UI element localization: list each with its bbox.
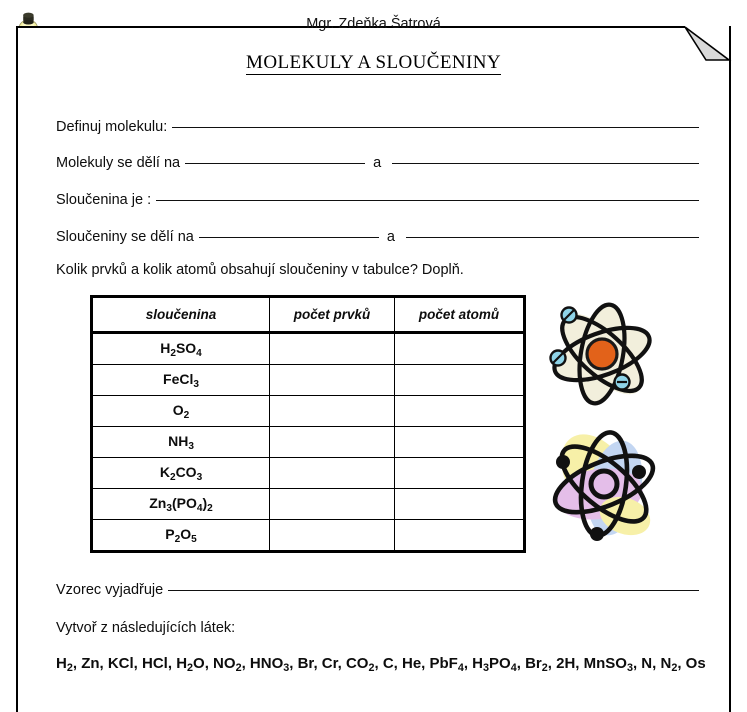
page-title-text: MOLEKULY A SLOUČENINY <box>246 52 501 73</box>
answer-line[interactable] <box>168 590 699 591</box>
compounds-table <box>90 295 526 553</box>
cell-pocet-prvku[interactable] <box>270 489 395 520</box>
nucleus <box>587 339 617 369</box>
page-title <box>0 52 747 74</box>
cell-formula: $K_2CO_3$ <box>92 458 270 489</box>
cell-formula: $Zn_3(PO_4)_2$ <box>92 489 270 520</box>
table-row <box>92 396 525 427</box>
table-row <box>92 365 525 396</box>
table-question: Kolik prvků a kolik atomů obsahují sloučeniny v tabulce? Doplň. <box>56 262 464 278</box>
table-row <box>92 458 525 489</box>
table-body <box>92 333 525 552</box>
cell-pocet-atomu[interactable] <box>395 396 525 427</box>
column-header-pocet-prvku: počet prvků <box>270 297 395 333</box>
substances-list: $H_2$, Zn, KCl, HCl, $H_2O$, $NO_2$, $HNO_3$, Br, Cr, $CO_2$, C, He, PbF$_4$, $H_3PO_4$, $Br_2$, 2H, MnSO$_3$, N, $N_2$, Os <box>56 655 706 675</box>
cell-pocet-atomu[interactable] <box>395 333 525 365</box>
prompt-label: Molekuly se dělí na <box>56 155 181 171</box>
answer-line-first[interactable] <box>199 237 379 238</box>
column-header-sloucenina: sloučenina <box>92 297 270 333</box>
answer-line-second[interactable] <box>406 237 699 238</box>
atom-diagram-orange-icon <box>540 296 665 414</box>
cell-formula: $O_2$ <box>92 396 270 427</box>
cell-formula: $NH_3$ <box>92 427 270 458</box>
answer-line-first[interactable] <box>185 163 365 164</box>
atom-diagram-pastel-icon <box>541 424 669 546</box>
prompt-sloucenina-je <box>56 192 699 208</box>
prompt-sloucenina-se-deli-na <box>56 229 699 245</box>
answer-line[interactable] <box>156 200 699 201</box>
cell-pocet-prvku[interactable] <box>270 520 395 552</box>
prompt-definuj-molekulu <box>56 119 699 135</box>
author-line: Mgr. Zdeňka Šatrová <box>306 16 441 32</box>
table-row <box>92 333 525 365</box>
answer-line-second[interactable] <box>392 163 699 164</box>
cell-pocet-atomu[interactable] <box>395 427 525 458</box>
cell-pocet-atomu[interactable] <box>395 520 525 552</box>
prompt-label: Vzorec vyjadřuje <box>56 582 164 598</box>
answer-line[interactable] <box>172 127 699 128</box>
cell-pocet-atomu[interactable] <box>395 365 525 396</box>
cell-pocet-atomu[interactable] <box>395 458 525 489</box>
table-row <box>92 520 525 552</box>
cell-pocet-prvku[interactable] <box>270 427 395 458</box>
prompt-vytvor-z-latek: Vytvoř z následujících látek: <box>56 620 236 636</box>
cell-pocet-prvku[interactable] <box>270 365 395 396</box>
cell-formula: $P_2O_5$ <box>92 520 270 552</box>
prompt-molekuly-se-deli-na <box>56 155 699 171</box>
prompt-separator: a <box>373 155 382 171</box>
prompt-label: Sloučeniny se dělí na <box>56 229 194 245</box>
column-header-pocet-atomu: počet atomů <box>395 297 525 333</box>
table-row <box>92 427 525 458</box>
prompt-label: Sloučenina je : <box>56 192 152 208</box>
cell-pocet-prvku[interactable] <box>270 458 395 489</box>
prompt-label: Definuj molekulu: <box>56 119 168 135</box>
cell-formula: $H_2SO_4$ <box>92 333 270 365</box>
cell-pocet-prvku[interactable] <box>270 333 395 365</box>
prompt-vzorec-vyjadruje <box>56 582 699 598</box>
prompt-separator: a <box>386 229 395 245</box>
table-header-row <box>92 297 525 333</box>
cell-formula: FeCl$_3$ <box>92 365 270 396</box>
cell-pocet-prvku[interactable] <box>270 396 395 427</box>
cell-pocet-atomu[interactable] <box>395 489 525 520</box>
table-row <box>92 489 525 520</box>
